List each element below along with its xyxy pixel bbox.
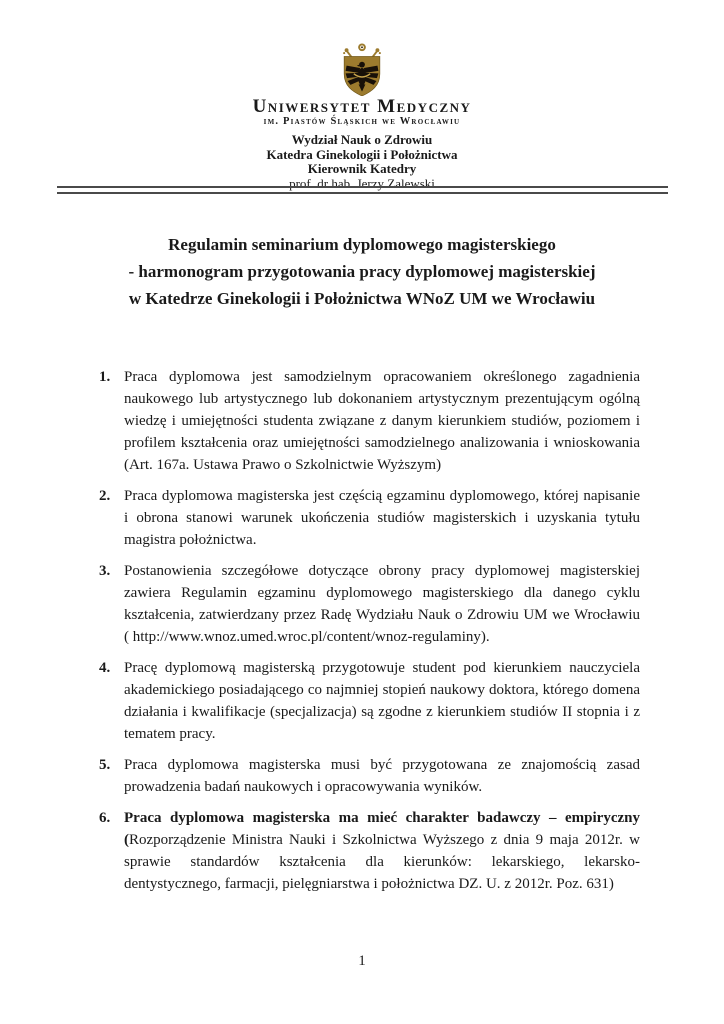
list-item-text: Postanowienia szczegółowe dotyczące obrony pracy dyplomowej magisterskiej zawiera Regulamin egzaminu dyplomowego magisterskiego dla danego cyklu kształcenia, zatwierdzany przez Radę Wydziału Nauk o Zdrowiu UM we Wrocławiu ( http://www.wnoz.umed.wroc.pl/content/wnoz-regulaminy). [124,563,640,645]
list-item-2 [99,485,640,551]
head-name-line: prof. dr hab. Jerzy Zalewski [289,175,435,191]
faculty-line: Wydział Nauk o Zdrowiu [291,132,433,147]
numbered-list [99,366,640,904]
list-item-5 [99,754,640,798]
header-divider-rule [57,186,668,194]
head-title-line: Kierownik Katedry [307,161,417,176]
title-line-2: - harmonogram przygotowania pracy dyplomowej magisterskiej [128,262,596,281]
list-item-number: 5. [99,757,111,773]
list-item-text: Praca dyplomowa jest samodzielnym opracowaniem określonego zagadnienia naukowego lub artystycznego lub dokonaniem artystycznym prezentującym ogólną wiedzę i umiejętności studenta związane z danym kierunkiem studiów, poziomem i profilem kształcenia oraz umiejętności samodzielnego analizowania i wnioskowania (Art. 167a. Ustawa Prawo o Szkolnictwie Wyższym) [124,369,640,473]
list-item-text [124,807,640,895]
list-item-text: Praca dyplomowa magisterska jest częścią egzaminu dyplomowego, której napisanie i obrona stanowi warunek ukończenia studiów magisterskich i uzyskania tytułu magistra położnictwa. [124,488,640,548]
title-line-1: Regulamin seminarium dyplomowego magisterskiego [168,235,556,254]
list-item-number: 6. [99,810,111,826]
list-item-1 [99,366,640,476]
list-item-number: 4. [99,660,111,676]
document-title [0,231,724,312]
department-block [0,133,724,191]
list-item-regular-text: Rozporządzenie Ministra Nauki i Szkolnictwa Wyższego z dnia 9 maja 2012r. w sprawie standardów kształcenia dla kierunków: lekarskiego, lekarsko-dentystycznego, farmacji, pielęgniarstwa i położnictwa DZ. U. z 2012r. Poz. 631) [124,832,640,892]
title-line-3: w Katedrze Ginekologii i Położnictwa WNoZ UM we Wrocławiu [128,289,596,308]
list-item-4 [99,657,640,745]
list-item-number: 3. [99,563,111,579]
department-line: Katedra Ginekologii i Położnictwa [266,146,458,162]
list-item-3 [99,560,640,648]
list-item-text: Pracę dyplomową magisterską przygotowuje student pod kierunkiem nauczyciela akademickiego posiadającego co najmniej stopień naukowy doktora, którego domena działania i kwalifikacje (specjalizacja) są zgodne z kierunkiem studiów II stopnia i z tematem pracy. [124,660,640,742]
university-subtitle: im. Piastów Śląskich we Wrocławiu [263,116,461,127]
list-item-text: Praca dyplomowa magisterska musi być przygotowana ze znajomością zasad prowadzenia badań naukowych i opracowywania wyników. [124,757,640,795]
document-header [0,42,724,191]
list-item-bold-text: Praca dyplomowa magisterska ma mieć charakter badawczy – empiryczny ( [124,810,640,848]
university-name: Uniwersytet Medyczny [252,96,472,117]
list-item-number: 2. [99,488,111,504]
list-item-number: 1. [99,369,111,385]
list-item-6 [99,807,640,895]
university-crest-eagle-icon [333,42,391,96]
page-number: 1 [358,953,366,969]
